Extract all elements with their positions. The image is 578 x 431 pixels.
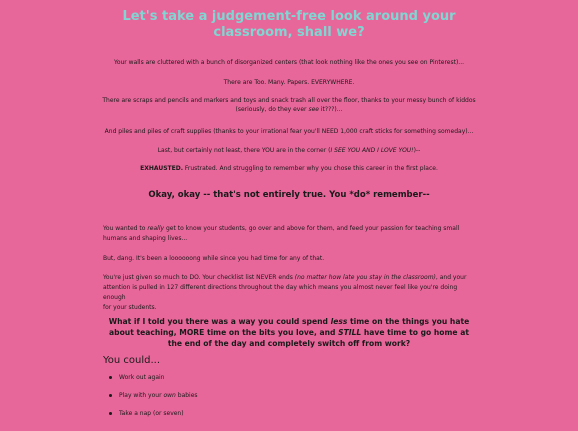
list-item-text: Take a nap (or seven) xyxy=(119,410,184,417)
cta-question-emphasis-still: STILL xyxy=(338,328,362,337)
bullet-dot-icon xyxy=(109,376,112,379)
body-paragraph-1-emphasis: really xyxy=(147,225,165,232)
cta-question-emphasis-less: less xyxy=(330,317,348,326)
intro-paragraph-3-emphasis: see xyxy=(308,106,319,113)
cta-question xyxy=(103,316,475,349)
cta-question-b: time on the things you hate about teaching, MORE time on the bits you love, and xyxy=(109,317,470,337)
intro-paragraph-3-line-2b: it???)... xyxy=(318,106,343,113)
intro-paragraph-5-a: Last, but certainly not least, there YOU are in the corner ( xyxy=(157,147,331,154)
intro-paragraph-1: Your walls are cluttered with a bunch of disorganized centers (that look nothing like the ones you see on Pinterest)... xyxy=(113,59,465,66)
intro-paragraph-6-strong: EXHAUSTED. xyxy=(140,165,183,172)
list-item-text-b: babies xyxy=(175,392,198,399)
intro-paragraph-4: And piles and piles of craft supplies (thanks to your irrational fear you'll NEED 1,000 craft sticks for something someday)... xyxy=(104,128,474,135)
list-item xyxy=(103,392,198,410)
intro-paragraph-5-emphasis: I SEE YOU AND I LOVE YOU! xyxy=(330,147,414,154)
benefits-list xyxy=(103,374,198,428)
body-paragraph-1-line-2: humans and shaping lives... xyxy=(103,235,188,242)
page-heading xyxy=(120,9,458,41)
intro-paragraph-3-line-1: There are scraps and pencils and markers and toys and snack trash all over the floor, thanks to your messy bunch of kiddos xyxy=(102,97,476,104)
heading-line-2: classroom, shall we? xyxy=(213,25,365,40)
body-paragraph-3-b: , and your xyxy=(435,274,467,281)
body-paragraph-2: But, dang. It's been a loooooong while since you had time for any of that. xyxy=(103,255,325,262)
body-paragraph-1-a: You wanted to xyxy=(103,225,148,232)
cta-question-c: have time to go home at the end of the day and completely switch off from work? xyxy=(167,328,469,348)
list-item-text-a: Play with your xyxy=(119,392,164,399)
intro-paragraph-3-line-2a: (seriously, do they ever xyxy=(235,106,309,113)
body-paragraph-3 xyxy=(103,273,473,313)
intro-paragraph-6-rest: Frustrated. And struggling to remember why you chose this career in the first place. xyxy=(182,165,438,172)
cta-question-a: What if I told you there was a way you could spend xyxy=(108,317,331,326)
list-item xyxy=(103,374,198,392)
body-paragraph-1 xyxy=(103,224,473,244)
list-item xyxy=(103,410,198,428)
heading-line-1: Let's take a judgement-free look around your xyxy=(122,9,456,24)
list-item-emphasis: own xyxy=(163,392,176,399)
bullet-dot-icon xyxy=(109,412,112,415)
body-paragraph-1-b: get to know your students, go over and above for them, and feed your passion for teaching small xyxy=(164,225,460,232)
you-could-heading: You could... xyxy=(103,355,161,366)
intro-paragraph-3 xyxy=(95,96,483,114)
list-item-text: Work out again xyxy=(119,374,165,381)
intro-paragraph-2: There are Too. Many. Papers. EVERYWHERE. xyxy=(223,79,355,86)
intro-paragraph-5 xyxy=(95,146,483,155)
body-paragraph-3-line-2: attention is pulled in 127 different directions throughout the day which means you almost never feel like you're doing enough xyxy=(103,284,458,301)
section-subhead: Okay, okay -- that's not entirely true. You *do* remember-- xyxy=(148,190,430,200)
intro-paragraph-5-b: )-- xyxy=(413,147,421,154)
body-paragraph-3-a: You're just given so much to DO. Your checklist list NEVER ends xyxy=(103,274,295,281)
body-paragraph-3-line-3: for your students. xyxy=(103,304,157,311)
intro-paragraph-6 xyxy=(95,164,483,173)
bullet-dot-icon xyxy=(109,394,112,397)
body-paragraph-3-emphasis: (no matter how late you stay in the classroom) xyxy=(294,274,436,281)
